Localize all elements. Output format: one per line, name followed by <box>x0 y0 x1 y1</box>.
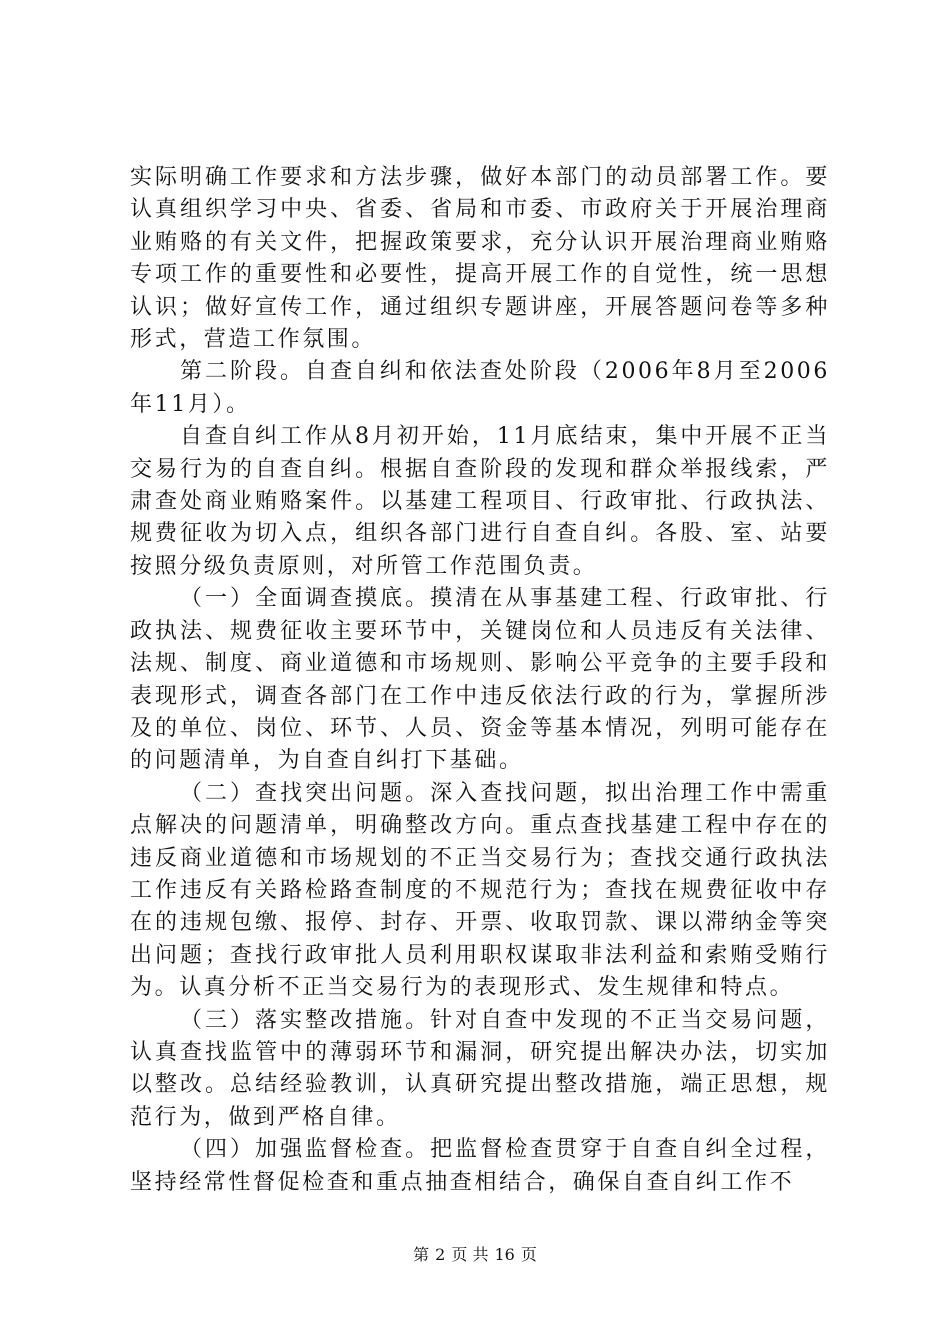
paragraph-5: （二）查找突出问题。深入查找问题，拟出治理工作中需重点解决的问题清单，明确整改方向。重点查找基建工程中存在的违反商业道德和市场规划的不正当交易行为；查找交通行政执法工作违反有关路检路查制度的不规范行为；查找在规费征收中存在的违规包缴、报停、封存、开票、收取罚款、课以滞纳金等突出问题；查找行政审批人员利用职权谋取非法利益和索贿受贿行为。认真分析不正当交易行为的表现形式、发生规律和特点。 <box>130 780 830 1001</box>
page-label-suffix: 页 <box>520 1245 537 1264</box>
paragraph-2: 第二阶段。自查自纠和依法查处阶段（2006年8月至2006年11月）。 <box>130 359 830 417</box>
paragraph-7: （四）加强监督检查。把监督检查贯穿于自查自纠全过程，坚持经常性督促检查和重点抽查相结合，确保自查自纠工作不 <box>130 1137 830 1195</box>
paragraph-3: 自查自纠工作从8月初开始，11月底结束，集中开展不正当交易行为的自查自纠。根据自查阶段的发现和群众举报线索，严肃查处商业贿赂案件。以基建工程项目、行政审批、行政执法、规费征收为切入点，组织各部门进行自查自纠。各股、室、站要按照分级负责原则，对所管工作范围负责。 <box>130 424 830 579</box>
document-body <box>130 162 830 1199</box>
paragraph-1: 实际明确工作要求和方法步骤，做好本部门的动员部署工作。要认真组织学习中央、省委、省局和市委、市政府关于开展治理商业贿赂的有关文件，把握政策要求，充分认识开展治理商业贿赂专项工作的重要性和必要性，提高开展工作的自觉性，统一思想认识；做好宣传工作，通过组织专题讲座，开展答题问卷等多种形式，营造工作氛围。 <box>130 165 830 353</box>
paragraph-6: （三）落实整改措施。针对自查中发现的不正当交易问题，认真查找监管中的薄弱环节和漏洞，研究提出解决办法，切实加以整改。总结经验教训，认真研究提出整改措施，端正思想，规范行为，做到严格自律。 <box>130 1007 830 1130</box>
paragraph-4: （一）全面调查摸底。摸清在从事基建工程、行政审批、行政执法、规费征收主要环节中，关键岗位和人员违反有关法律、法规、制度、商业道德和市场规则、影响公平竞争的主要手段和表现形式，调查各部门在工作中违反依法行政的行为，掌握所涉及的单位、岗位、环节、人员、资金等基本情况，列明可能存在的问题清单，为自查自纠打下基础。 <box>130 586 830 774</box>
page-label-prefix: 第 <box>413 1245 430 1264</box>
page-footer <box>0 1242 950 1265</box>
total-pages-number: 16 <box>494 1245 515 1264</box>
page-label-mid: 页 共 <box>451 1245 489 1264</box>
current-page-number: 2 <box>435 1245 446 1264</box>
